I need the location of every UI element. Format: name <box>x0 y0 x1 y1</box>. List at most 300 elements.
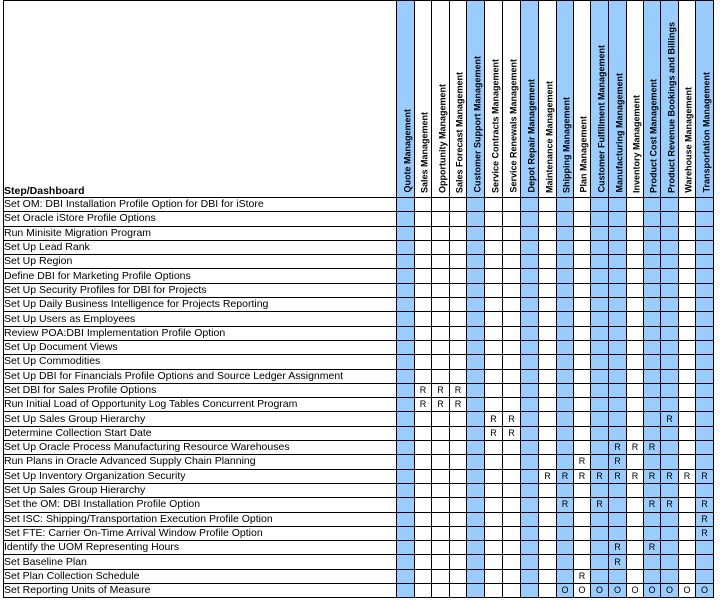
column-header <box>450 1 467 198</box>
matrix-cell <box>485 312 503 326</box>
matrix-cell <box>485 455 503 469</box>
matrix-cell <box>591 255 609 269</box>
matrix-cell <box>644 512 661 526</box>
matrix-cell <box>503 298 521 312</box>
matrix-cell <box>609 283 627 297</box>
matrix-cell <box>696 555 714 569</box>
matrix-cell <box>521 255 539 269</box>
matrix-cell <box>485 326 503 340</box>
matrix-cell <box>467 340 485 354</box>
table-row <box>4 255 714 269</box>
matrix-cell <box>539 198 557 212</box>
matrix-cell <box>485 526 503 540</box>
matrix-cell <box>591 369 609 383</box>
matrix-cell <box>539 340 557 354</box>
table-row <box>4 326 714 340</box>
column-header <box>661 1 679 198</box>
matrix-cell <box>450 541 467 555</box>
matrix-cell: R <box>644 541 661 555</box>
matrix-cell <box>696 455 714 469</box>
matrix-cell <box>696 269 714 283</box>
matrix-cell <box>661 198 679 212</box>
matrix-cell <box>432 455 450 469</box>
matrix-cell <box>661 326 679 340</box>
step-label: Set OM: DBI Installation Profile Option for DBI for iStore <box>4 198 397 212</box>
column-header-label: Sales Forecast Management <box>454 71 465 193</box>
matrix-cell <box>450 498 467 512</box>
matrix-cell <box>591 441 609 455</box>
step-label: Run Minisite Migration Program <box>4 226 397 240</box>
matrix-cell <box>679 283 696 297</box>
step-label: Set Up Region <box>4 255 397 269</box>
matrix-cell <box>450 569 467 583</box>
matrix-cell <box>521 383 539 397</box>
step-label: Review POA:DBI Implementation Profile Option <box>4 326 397 340</box>
matrix-cell <box>539 398 557 412</box>
matrix-cell <box>397 198 415 212</box>
matrix-cell <box>574 198 591 212</box>
column-header-label: Customer Fulfillment Management <box>595 45 606 193</box>
matrix-cell <box>591 483 609 497</box>
matrix-cell <box>415 355 432 369</box>
matrix-cell <box>397 555 415 569</box>
matrix-cell <box>574 212 591 226</box>
matrix-cell <box>644 369 661 383</box>
matrix-cell <box>450 240 467 254</box>
matrix-cell: R <box>661 412 679 426</box>
matrix-cell <box>557 240 574 254</box>
matrix-cell <box>557 198 574 212</box>
matrix-cell <box>574 498 591 512</box>
matrix-cell <box>696 355 714 369</box>
matrix-cell <box>661 441 679 455</box>
column-header <box>557 1 574 198</box>
matrix-cell <box>679 483 696 497</box>
matrix-cell <box>557 483 574 497</box>
matrix-cell <box>679 526 696 540</box>
matrix-cell <box>450 426 467 440</box>
table-row <box>4 498 714 512</box>
matrix-cell <box>696 541 714 555</box>
matrix-cell <box>591 555 609 569</box>
matrix-cell <box>591 426 609 440</box>
matrix-body <box>4 198 714 598</box>
matrix-cell <box>591 512 609 526</box>
matrix-cell <box>696 312 714 326</box>
matrix-cell: R <box>557 498 574 512</box>
matrix-cell <box>503 269 521 283</box>
matrix-cell <box>696 483 714 497</box>
matrix-cell <box>485 355 503 369</box>
column-header <box>415 1 432 198</box>
matrix-cell: R <box>644 441 661 455</box>
matrix-cell: R <box>609 541 627 555</box>
matrix-cell <box>696 283 714 297</box>
matrix-cell <box>644 340 661 354</box>
matrix-cell: R <box>415 398 432 412</box>
matrix-cell <box>539 412 557 426</box>
matrix-cell <box>503 240 521 254</box>
matrix-cell <box>432 412 450 426</box>
matrix-cell <box>485 512 503 526</box>
matrix-cell <box>503 255 521 269</box>
matrix-cell <box>485 498 503 512</box>
matrix-cell <box>503 512 521 526</box>
matrix-cell <box>397 240 415 254</box>
step-label: Set Up Security Profiles for DBI for Projects <box>4 283 397 297</box>
matrix-cell: O <box>679 584 696 598</box>
matrix-cell <box>539 226 557 240</box>
matrix-cell: R <box>503 412 521 426</box>
matrix-cell <box>557 255 574 269</box>
column-header-label: Depot Repair Management <box>525 79 536 193</box>
matrix-cell <box>397 483 415 497</box>
matrix-cell <box>450 283 467 297</box>
matrix-cell <box>557 455 574 469</box>
matrix-cell <box>521 226 539 240</box>
matrix-cell <box>574 383 591 397</box>
matrix-cell <box>467 584 485 598</box>
matrix-cell <box>521 283 539 297</box>
matrix-cell <box>627 555 644 569</box>
matrix-cell <box>485 212 503 226</box>
matrix-cell <box>467 212 485 226</box>
matrix-cell <box>432 369 450 383</box>
matrix-cell <box>432 298 450 312</box>
table-row <box>4 469 714 483</box>
matrix-cell <box>661 212 679 226</box>
matrix-cell <box>432 212 450 226</box>
matrix-cell <box>467 255 485 269</box>
step-label: Set Up Users as Employees <box>4 312 397 326</box>
matrix-cell <box>627 326 644 340</box>
matrix-cell <box>432 255 450 269</box>
matrix-cell <box>521 240 539 254</box>
matrix-cell <box>397 269 415 283</box>
matrix-cell <box>539 555 557 569</box>
matrix-cell <box>539 455 557 469</box>
matrix-cell <box>679 269 696 283</box>
matrix-cell <box>467 555 485 569</box>
matrix-cell <box>609 369 627 383</box>
matrix-cell <box>591 383 609 397</box>
matrix-cell <box>627 512 644 526</box>
matrix-cell <box>485 226 503 240</box>
matrix-cell <box>503 198 521 212</box>
table-row <box>4 584 714 598</box>
matrix-cell <box>503 569 521 583</box>
matrix-cell <box>432 584 450 598</box>
matrix-cell <box>661 383 679 397</box>
matrix-cell <box>432 269 450 283</box>
matrix-cell: O <box>627 584 644 598</box>
matrix-cell <box>679 512 696 526</box>
matrix-cell <box>415 512 432 526</box>
matrix-cell <box>467 483 485 497</box>
matrix-cell <box>627 455 644 469</box>
column-header <box>591 1 609 198</box>
table-row <box>4 312 714 326</box>
matrix-cell <box>432 541 450 555</box>
matrix-cell <box>557 340 574 354</box>
matrix-cell <box>627 369 644 383</box>
matrix-cell <box>503 326 521 340</box>
matrix-cell <box>609 569 627 583</box>
matrix-cell <box>467 355 485 369</box>
matrix-cell <box>485 369 503 383</box>
matrix-cell <box>450 355 467 369</box>
matrix-cell <box>415 298 432 312</box>
matrix-cell <box>467 369 485 383</box>
matrix-cell <box>415 269 432 283</box>
matrix-cell <box>415 426 432 440</box>
matrix-cell: R <box>627 469 644 483</box>
matrix-cell <box>644 283 661 297</box>
matrix-cell <box>415 283 432 297</box>
matrix-cell <box>397 569 415 583</box>
matrix-cell <box>432 512 450 526</box>
matrix-cell <box>415 198 432 212</box>
matrix-cell <box>696 569 714 583</box>
matrix-cell <box>679 340 696 354</box>
matrix-cell <box>661 340 679 354</box>
matrix-cell <box>521 212 539 226</box>
matrix-cell <box>397 226 415 240</box>
matrix-cell <box>432 526 450 540</box>
matrix-cell: O <box>609 584 627 598</box>
matrix-cell <box>574 312 591 326</box>
matrix-cell <box>397 584 415 598</box>
matrix-cell <box>397 498 415 512</box>
column-header-label: Sales Management <box>419 111 430 193</box>
matrix-cell <box>661 541 679 555</box>
matrix-cell <box>467 326 485 340</box>
column-header <box>627 1 644 198</box>
matrix-cell <box>627 569 644 583</box>
matrix-cell <box>644 198 661 212</box>
matrix-cell <box>609 483 627 497</box>
matrix-cell <box>503 555 521 569</box>
matrix-cell <box>521 412 539 426</box>
matrix-cell <box>432 283 450 297</box>
matrix-cell <box>591 355 609 369</box>
matrix-cell <box>679 555 696 569</box>
matrix-cell <box>503 212 521 226</box>
matrix-cell <box>591 412 609 426</box>
matrix-cell <box>503 369 521 383</box>
matrix-cell <box>696 298 714 312</box>
matrix-cell <box>574 283 591 297</box>
matrix-cell <box>679 312 696 326</box>
step-label: Set Up Daily Business Intelligence for Projects Reporting <box>4 298 397 312</box>
matrix-cell <box>450 312 467 326</box>
matrix-cell <box>521 369 539 383</box>
matrix-cell <box>432 498 450 512</box>
matrix-cell <box>557 312 574 326</box>
matrix-cell <box>467 383 485 397</box>
matrix-cell <box>539 541 557 555</box>
matrix-cell <box>574 269 591 283</box>
matrix-cell <box>539 426 557 440</box>
matrix-cell <box>591 240 609 254</box>
matrix-cell <box>557 326 574 340</box>
column-header <box>644 1 661 198</box>
matrix-cell: R <box>415 383 432 397</box>
matrix-cell <box>450 298 467 312</box>
matrix-cell <box>609 326 627 340</box>
matrix-cell <box>521 569 539 583</box>
table-row <box>4 212 714 226</box>
matrix-cell <box>574 298 591 312</box>
matrix-cell <box>521 455 539 469</box>
matrix-cell <box>467 412 485 426</box>
matrix-cell <box>450 469 467 483</box>
matrix-cell <box>450 369 467 383</box>
matrix-cell <box>627 226 644 240</box>
matrix-cell <box>696 226 714 240</box>
matrix-cell <box>627 526 644 540</box>
matrix-cell <box>397 255 415 269</box>
column-header-label: Manufacturing Management <box>613 73 624 193</box>
matrix-cell <box>539 255 557 269</box>
matrix-cell <box>450 212 467 226</box>
matrix-cell <box>696 255 714 269</box>
matrix-cell <box>503 526 521 540</box>
matrix-cell <box>557 569 574 583</box>
matrix-cell <box>432 469 450 483</box>
matrix-cell <box>503 498 521 512</box>
table-row <box>4 269 714 283</box>
matrix-cell <box>432 569 450 583</box>
matrix-cell <box>415 569 432 583</box>
matrix-cell <box>574 441 591 455</box>
matrix-cell <box>397 441 415 455</box>
matrix-cell <box>503 469 521 483</box>
column-header-label: Plan Management <box>578 116 589 193</box>
matrix-cell <box>539 240 557 254</box>
matrix-cell <box>661 255 679 269</box>
column-header <box>696 1 714 198</box>
matrix-cell: R <box>591 469 609 483</box>
step-label: Set Baseline Plan <box>4 555 397 569</box>
matrix-cell <box>661 483 679 497</box>
matrix-cell <box>539 326 557 340</box>
matrix-cell <box>539 383 557 397</box>
matrix-cell: O <box>574 584 591 598</box>
matrix-cell <box>467 569 485 583</box>
table-row <box>4 283 714 297</box>
matrix-cell <box>521 355 539 369</box>
table-row <box>4 512 714 526</box>
matrix-cell: R <box>661 498 679 512</box>
matrix-cell: R <box>661 469 679 483</box>
matrix-cell <box>415 326 432 340</box>
matrix-cell <box>397 212 415 226</box>
matrix-cell <box>450 269 467 283</box>
matrix-cell <box>467 269 485 283</box>
matrix-cell <box>521 584 539 598</box>
matrix-cell <box>432 483 450 497</box>
table-row <box>4 383 714 397</box>
matrix-cell: R <box>609 555 627 569</box>
matrix-cell <box>696 383 714 397</box>
step-label: Set FTE: Carrier On-Time Arrival Window Profile Option <box>4 526 397 540</box>
matrix-cell <box>574 255 591 269</box>
column-header-label: Product Cost Management <box>648 78 659 193</box>
matrix-cell <box>557 383 574 397</box>
column-header <box>485 1 503 198</box>
matrix-cell <box>696 412 714 426</box>
matrix-cell <box>679 398 696 412</box>
column-header-label: Service Contracts Management <box>489 58 500 193</box>
step-label: Set Up DBI for Financials Profile Options and Source Ledger Assignment <box>4 369 397 383</box>
matrix-cell <box>696 369 714 383</box>
matrix-cell <box>539 312 557 326</box>
column-header <box>679 1 696 198</box>
matrix-cell <box>679 569 696 583</box>
table-row <box>4 555 714 569</box>
step-label: Determine Collection Start Date <box>4 426 397 440</box>
table-row <box>4 369 714 383</box>
matrix-cell: R <box>503 426 521 440</box>
matrix-cell <box>644 312 661 326</box>
matrix-cell <box>591 326 609 340</box>
matrix-cell <box>539 483 557 497</box>
column-header-label: Inventory Management <box>631 94 642 193</box>
matrix-cell <box>557 512 574 526</box>
matrix-cell <box>503 455 521 469</box>
matrix-cell <box>574 226 591 240</box>
step-label: Set Up Document Views <box>4 340 397 354</box>
matrix-cell <box>397 541 415 555</box>
column-header <box>521 1 539 198</box>
matrix-cell <box>432 240 450 254</box>
matrix-cell <box>415 483 432 497</box>
column-header-label: Service Renewals Management <box>507 59 518 193</box>
matrix-cell <box>557 441 574 455</box>
table-row <box>4 526 714 540</box>
matrix-cell <box>415 312 432 326</box>
matrix-cell <box>503 541 521 555</box>
matrix-cell <box>679 226 696 240</box>
matrix-cell <box>485 240 503 254</box>
matrix-cell <box>679 455 696 469</box>
matrix-cell <box>661 555 679 569</box>
matrix-cell <box>574 398 591 412</box>
table-row <box>4 541 714 555</box>
matrix-cell <box>627 355 644 369</box>
matrix-cell <box>574 369 591 383</box>
matrix-cell <box>397 283 415 297</box>
matrix-cell <box>591 398 609 412</box>
matrix-cell <box>521 526 539 540</box>
matrix-cell <box>696 198 714 212</box>
column-header-label: Shipping Management <box>561 96 572 193</box>
matrix-cell <box>661 240 679 254</box>
matrix-cell <box>521 498 539 512</box>
matrix-cell <box>609 198 627 212</box>
matrix-cell <box>450 512 467 526</box>
matrix-cell <box>661 283 679 297</box>
matrix-cell <box>609 212 627 226</box>
matrix-cell <box>609 269 627 283</box>
column-header <box>432 1 450 198</box>
matrix-cell <box>467 512 485 526</box>
matrix-cell <box>450 483 467 497</box>
matrix-cell <box>503 355 521 369</box>
matrix-cell: R <box>432 383 450 397</box>
matrix-cell <box>696 240 714 254</box>
